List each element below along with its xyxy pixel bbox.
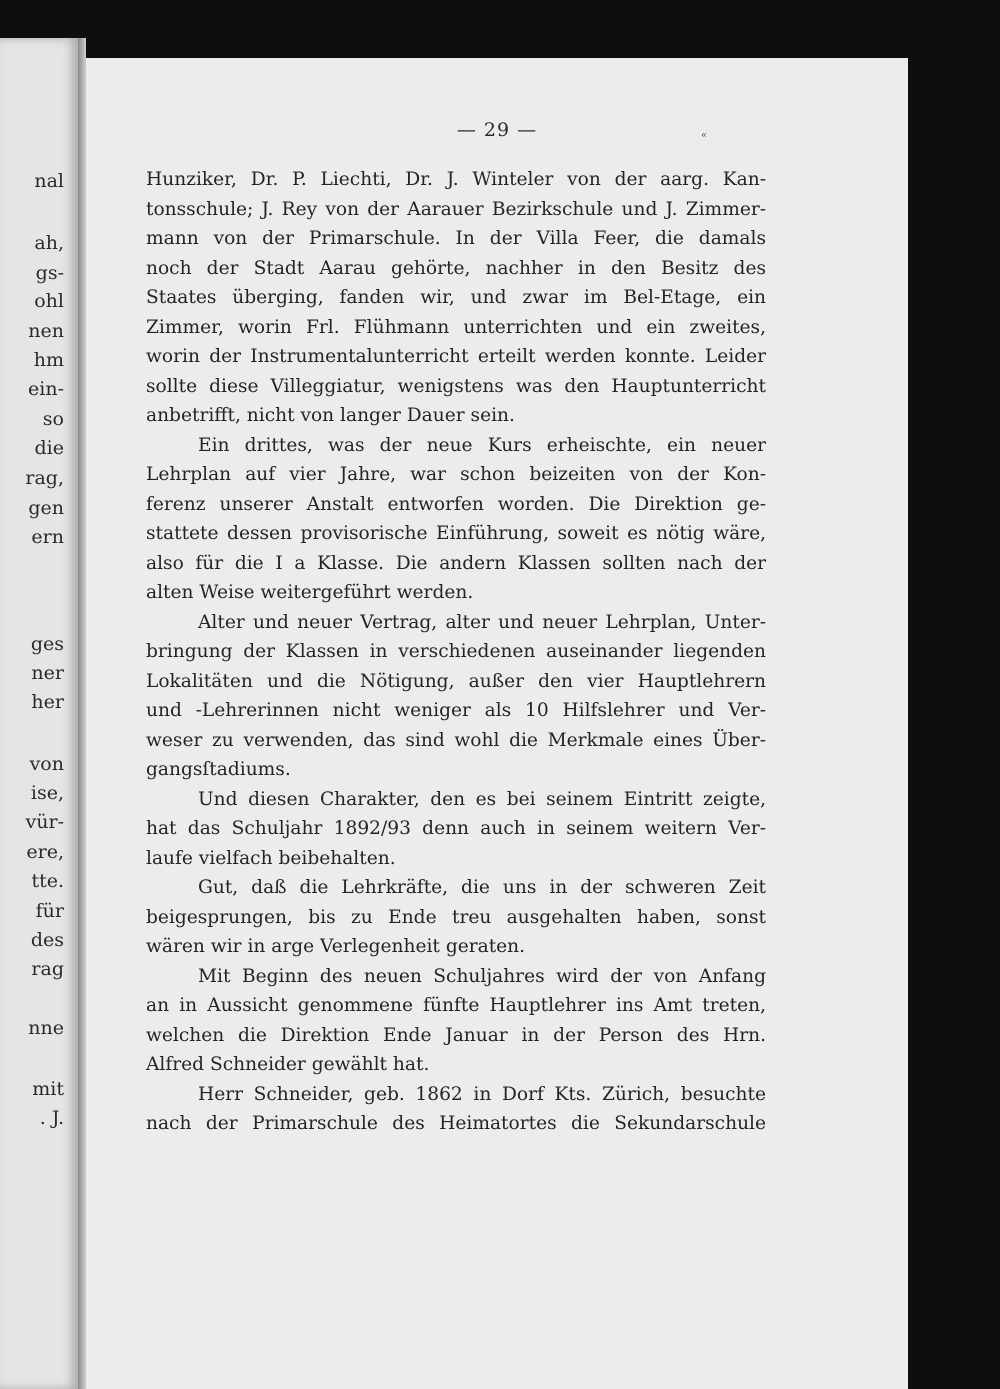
text-line: und -Lehrerinnen nicht weniger als 10 Hilfslehrer und Ver- [146,700,766,721]
left-page-fragment: ges [30,633,64,655]
text-line: weser zu verwenden, das sind wohl die Merkmale eines Über- [146,729,766,751]
text-line: Zimmer, worin Frl. Flühmann unterrichten und ein zweites, [146,316,766,338]
book-page [86,58,908,1389]
text-line: anbetrifft, nicht von langer Dauer sein. [146,405,515,426]
left-page-fragment: gen [28,497,64,519]
left-page-fragment: nne [28,1017,64,1039]
text-line: alten Weise weitergeführt werden. [146,582,474,603]
text-line: tonsschule; J. Rey von der Aarauer Bezirkschule und J. Zimmer- [146,198,766,220]
left-page-fragment: die [34,437,64,459]
text-line: stattete dessen provisorische Einführung, soweit es nötig wäre, [146,523,766,544]
left-page-fragment: gs- [35,262,64,284]
left-page-fragment: ern [31,526,64,548]
text-line: welchen die Direktion Ende Januar in der Person des Hrn. [146,1024,766,1046]
left-page-fragment: nal [34,170,64,192]
text-line: Hunziker, Dr. P. Liechti, Dr. J. Winteler von der aarg. Kan- [146,169,766,190]
book-gutter [78,38,86,1389]
left-page-fragment: rag [31,958,64,980]
text-line: Herr Schneider, geb. 1862 in Dorf Kts. Zürich, besuchte [198,1083,766,1105]
left-page-fragment: ise, [30,782,64,804]
left-page-fragment: . J. [39,1107,64,1129]
text-line: an in Aussicht genommene fünfte Hauptlehrer ins Amt treten, [146,995,766,1016]
corner-mark: « [701,130,708,141]
left-page-fragment: tte. [31,870,64,892]
text-line: bringung der Klassen in verschiedenen auseinander liegenden [146,641,766,662]
left-page-fragment: vür- [25,811,64,833]
left-page-fragment: des [30,929,64,951]
text-line: Mit Beginn des neuen Schuljahres wird der von Anfang [198,965,766,987]
text-line: mann von der Primarschule. In der Villa Feer, die damals [146,228,766,249]
left-page-fragment: ein- [28,378,64,400]
left-page-fragment: nen [28,320,64,342]
text-line: Ein drittes, was der neue Kurs erheischte, ein neuer [198,434,766,456]
text-line: also für die I a Klasse. Die andern Klassen sollten nach der [146,552,766,574]
text-line: wären wir in arge Verlegenheit geraten. [146,936,526,957]
text-line: laufe vielfach beibehalten. [146,847,396,869]
text-line: Lokalitäten und die Nötigung, außer den vier Hauptlehrern [146,670,766,692]
left-page-fragment: so [42,408,64,430]
text-line: noch der Stadt Aarau gehörte, nachher in den Besitz des [146,257,766,279]
text-line: gangsſtadiums. [146,759,291,780]
text-line: hat das Schuljahr 1892/93 denn auch in seinem weitern Ver- [146,818,766,839]
left-page-fragment: ner [31,662,64,684]
left-page-edge [0,38,78,1389]
text-line: ferenz unserer Anstalt entworfen worden. Die Direktion ge- [146,493,766,515]
text-line: nach der Primarschule des Heimatortes die Sekundarschule [146,1113,766,1134]
text-line: Alfred Schneider gewählt hat. [146,1054,430,1075]
left-page-fragment: ohl [34,290,64,312]
left-page-fragment: her [31,691,64,713]
text-line: Und diesen Charakter, den es bei seinem Eintritt zeigte, [198,788,766,810]
text-line: worin der Instrumentalunterricht erteilt werden konnte. Leider [146,346,766,367]
left-page-fragment: ah, [34,232,64,254]
text-line: Staates überging, fanden wir, und zwar im Bel-Etage, ein [146,287,766,308]
text-line: Gut, daß die Lehrkräfte, die uns in der schweren Zeit [198,877,766,898]
left-page-fragment: ere, [26,841,64,863]
left-page-fragment: für [35,900,64,922]
left-page-fragment: rag, [25,467,64,489]
left-page-fragment: von [29,753,64,775]
page-number: — 29 — [456,119,538,141]
left-page-fragment: hm [33,349,64,371]
text-line: sollte diese Villeggiatur, wenigstens was den Hauptunterricht [146,375,766,397]
text-line: Lehrplan auf vier Jahre, war schon beizeiten von der Kon- [146,464,766,485]
text-line: Alter und neuer Vertrag, alter und neuer Lehrplan, Unter- [198,611,766,633]
text-line: beigesprungen, bis zu Ende treu ausgehalten haben, sonst [146,906,766,928]
left-page-fragment: mit [32,1078,64,1100]
